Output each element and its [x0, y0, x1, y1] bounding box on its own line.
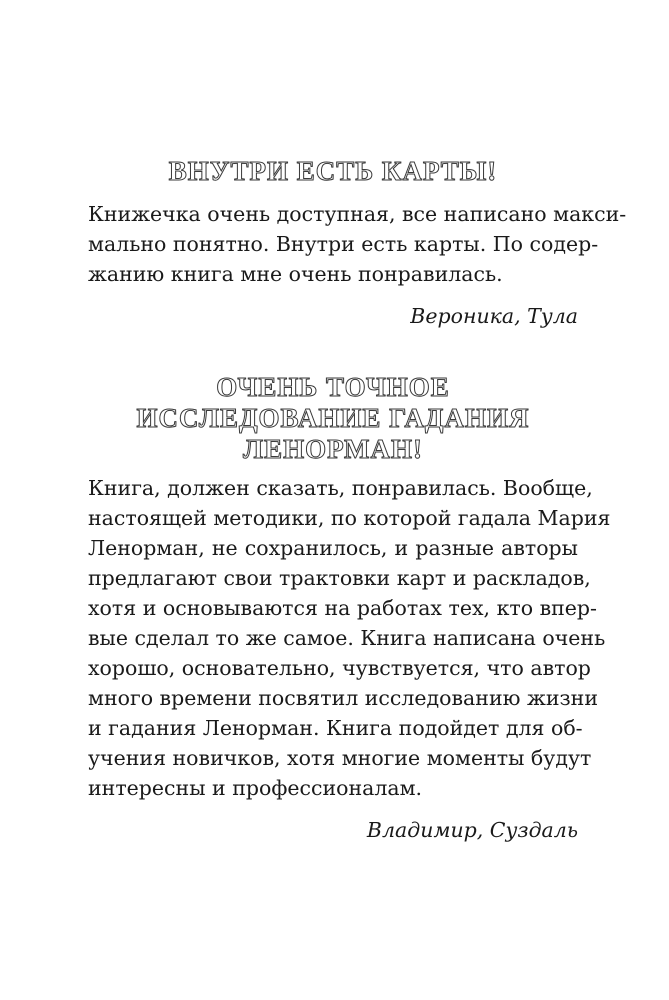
review-text-line: предлагают свои трактовки карт и раскладов, — [88, 566, 591, 590]
review-title-line: ОЧЕНЬ ТОЧНОЕ — [216, 372, 450, 402]
review-title-line: ИССЛЕДОВАНИЕ ГАДАНИЯ — [136, 403, 530, 433]
review-text-line: хорошо, основательно, чувствуется, что автор — [88, 656, 591, 680]
review-title — [88, 372, 578, 465]
review-author: Вероника, Тула — [410, 304, 578, 328]
review-text-line: Книга, должен сказать, понравилась. Вообще, — [88, 476, 593, 500]
review-text-line: много времени посвятил исследованию жизни — [88, 686, 598, 710]
review-vernonika — [88, 156, 627, 331]
review-title-line: ВНУТРИ ЕСТЬ КАРТЫ! — [168, 156, 498, 186]
review-text-line: жанию книга мне очень понравилась. — [88, 262, 503, 286]
review-text-line: Книжечка очень доступная, все написано макси- — [88, 202, 627, 226]
review-text-line: вые сделал то же самое. Книга написана очень — [88, 626, 606, 650]
review-text-line: учения новичков, хотя многие моменты будут — [88, 746, 592, 770]
review-text-line: интересны и профессионалам. — [88, 776, 423, 800]
review-text-line: Ленорман, не сохранилось, и разные авторы — [88, 536, 578, 560]
review-author: Владимир, Суздаль — [366, 818, 578, 842]
review-title-line: ЛЕНОРМАН! — [242, 434, 424, 464]
review-title — [88, 156, 578, 187]
review-text-line: хотя и основываются на работах тех, кто впер- — [88, 596, 597, 620]
review-text-line: и гадания Ленорман. Книга подойдет для об- — [88, 716, 583, 740]
review-text-line: мально понятно. Внутри есть карты. По содер- — [88, 232, 599, 256]
review-text — [88, 473, 611, 803]
review-text — [88, 199, 627, 289]
review-vladimir — [88, 372, 611, 845]
review-text-line: настоящей методики, по которой гадала Мария — [88, 506, 611, 530]
